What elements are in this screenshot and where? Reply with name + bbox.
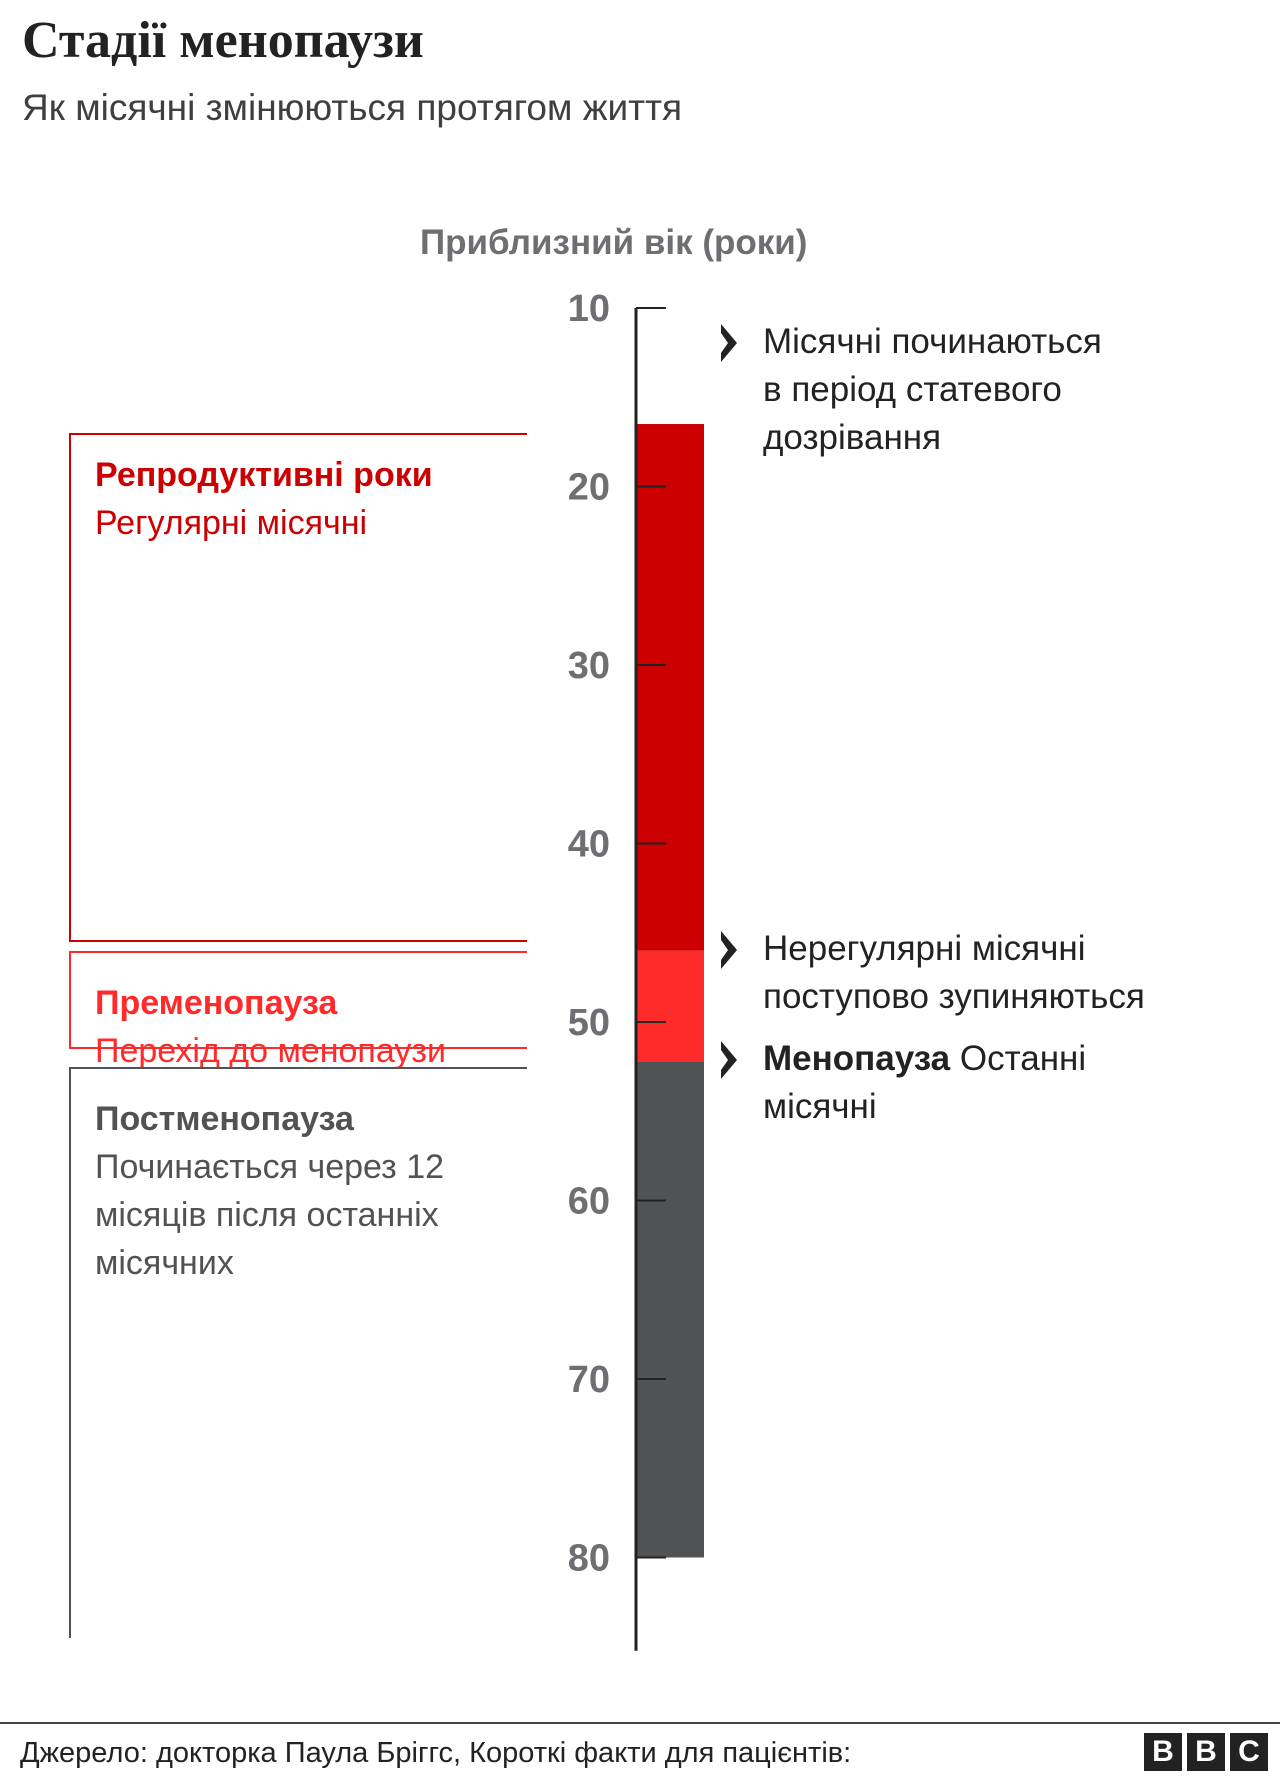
- tick-label: 40: [567, 823, 610, 866]
- bar-segment-2: [637, 1061, 704, 1557]
- chevron-right-icon: [721, 324, 737, 362]
- annotation-text: Місячні починаються в період статевого дозрівання: [763, 321, 1102, 457]
- chart-title: Стадії менопаузи: [22, 12, 424, 69]
- stage-box: [69, 951, 527, 1070]
- bbc-logo: [1144, 1733, 1268, 1771]
- stage-description: Перехід до менопаузи: [95, 1031, 446, 1070]
- logo-letter: B: [1187, 1733, 1225, 1771]
- stage-box: [69, 1067, 527, 1638]
- bar-segment-1: [637, 951, 704, 1062]
- tick-label: 10: [567, 288, 610, 330]
- tick-label: 30: [567, 645, 610, 687]
- annotation-text: Менопауза Останні місячні: [763, 1039, 1087, 1127]
- source-note: Джерело: докторка Паула Бріггс, Короткі факти для пацієнтів:: [20, 1737, 852, 1769]
- tick-label: 50: [567, 1002, 610, 1044]
- chevron-right-icon: [721, 931, 737, 969]
- axis-title: Приблизний вік (роки): [420, 223, 808, 262]
- stage-title: Постменопауза: [95, 1099, 354, 1138]
- stage-description: Починається через 12 місяців після останніх місячних: [95, 1147, 445, 1282]
- logo-letter: B: [1144, 1733, 1182, 1771]
- stage-title: Репродуктивні роки: [95, 455, 433, 494]
- chart-subtitle: Як місячні змінюються протягом життя: [22, 87, 683, 128]
- annotation-text: Нерегулярні місячні поступово зупиняються: [763, 928, 1145, 1016]
- tick-label: 80: [567, 1537, 610, 1580]
- bar-segment-0: [637, 424, 704, 951]
- tick-label: 20: [567, 466, 610, 509]
- tick-label: 70: [567, 1359, 610, 1401]
- tick-label: 60: [567, 1180, 610, 1223]
- stage-title: Пременопауза: [95, 983, 338, 1022]
- logo-letter: C: [1230, 1733, 1268, 1771]
- footer-divider: [0, 1722, 1280, 1724]
- stage-description: Регулярні місячні: [95, 503, 368, 542]
- chevron-right-icon: [721, 1041, 737, 1079]
- annotation-bold: Менопауза: [763, 1039, 951, 1079]
- stage-box: [69, 433, 527, 942]
